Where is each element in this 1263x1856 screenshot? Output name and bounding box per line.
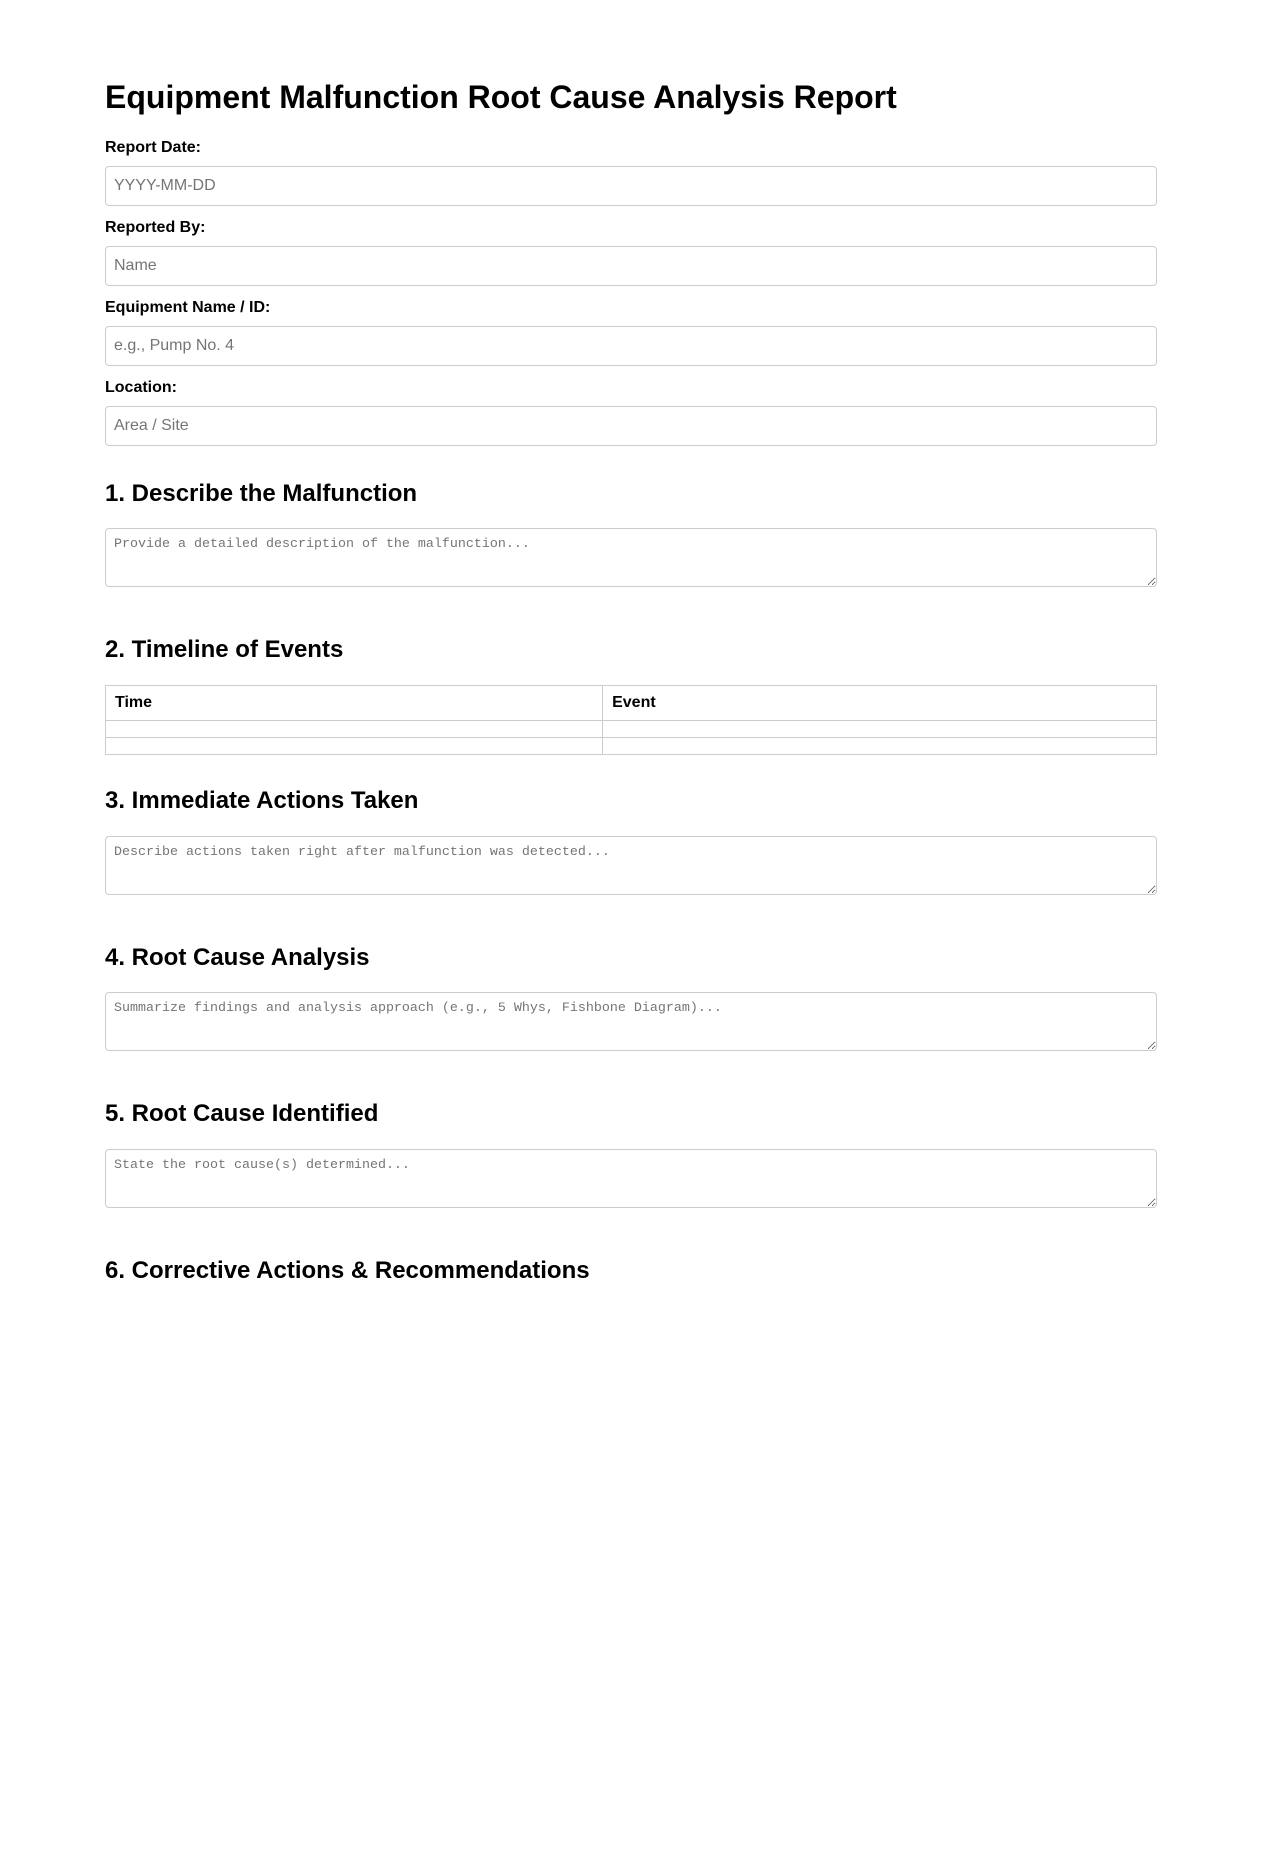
event-cell[interactable] bbox=[603, 737, 1157, 754]
report-header-fields bbox=[105, 138, 1157, 446]
section-immediate-actions bbox=[105, 787, 1157, 895]
table-row bbox=[106, 720, 1157, 737]
immediate-actions-textarea[interactable] bbox=[105, 836, 1157, 895]
section-heading: 6. Corrective Actions & Recommendations bbox=[105, 1256, 590, 1284]
root-cause-identified-textarea[interactable] bbox=[105, 1149, 1157, 1208]
section-corrective-actions bbox=[105, 1257, 1157, 1285]
event-cell[interactable] bbox=[603, 720, 1157, 737]
section-timeline bbox=[105, 636, 1157, 755]
reported-by-input[interactable] bbox=[105, 246, 1157, 286]
report-date-field bbox=[105, 138, 1157, 206]
equipment-field bbox=[105, 298, 1157, 366]
section-heading: 1. Describe the Malfunction bbox=[105, 479, 418, 507]
column-header-time: Time bbox=[106, 685, 603, 720]
section-heading: 3. Immediate Actions Taken bbox=[105, 787, 419, 814]
timeline-table bbox=[105, 685, 1157, 755]
column-header-event: Event bbox=[603, 685, 1157, 720]
time-cell[interactable] bbox=[106, 737, 603, 754]
location-field bbox=[105, 378, 1157, 446]
report-form bbox=[105, 79, 1157, 1305]
equipment-input[interactable] bbox=[105, 326, 1157, 366]
location-label: Location: bbox=[105, 379, 177, 396]
section-heading: 2. Timeline of Events bbox=[105, 636, 344, 663]
time-cell[interactable] bbox=[106, 720, 603, 737]
reported-by-label: Reported By: bbox=[105, 219, 206, 236]
malfunction-description-textarea[interactable] bbox=[105, 528, 1157, 587]
section-malfunction-description bbox=[105, 480, 1157, 588]
table-header-row bbox=[106, 685, 1157, 720]
section-heading: 5. Root Cause Identified bbox=[105, 1100, 379, 1127]
section-root-cause-analysis bbox=[105, 944, 1157, 1052]
section-root-cause-identified bbox=[105, 1100, 1157, 1208]
reported-by-field bbox=[105, 218, 1157, 286]
table-row bbox=[106, 737, 1157, 754]
location-input[interactable] bbox=[105, 406, 1157, 446]
report-date-label: Report Date: bbox=[105, 139, 202, 156]
page-title: Equipment Malfunction Root Cause Analysis Report bbox=[105, 79, 897, 115]
equipment-label: Equipment Name / ID: bbox=[105, 299, 271, 316]
report-date-input[interactable] bbox=[105, 166, 1157, 206]
root-cause-analysis-textarea[interactable] bbox=[105, 992, 1157, 1051]
section-heading: 4. Root Cause Analysis bbox=[105, 943, 370, 971]
